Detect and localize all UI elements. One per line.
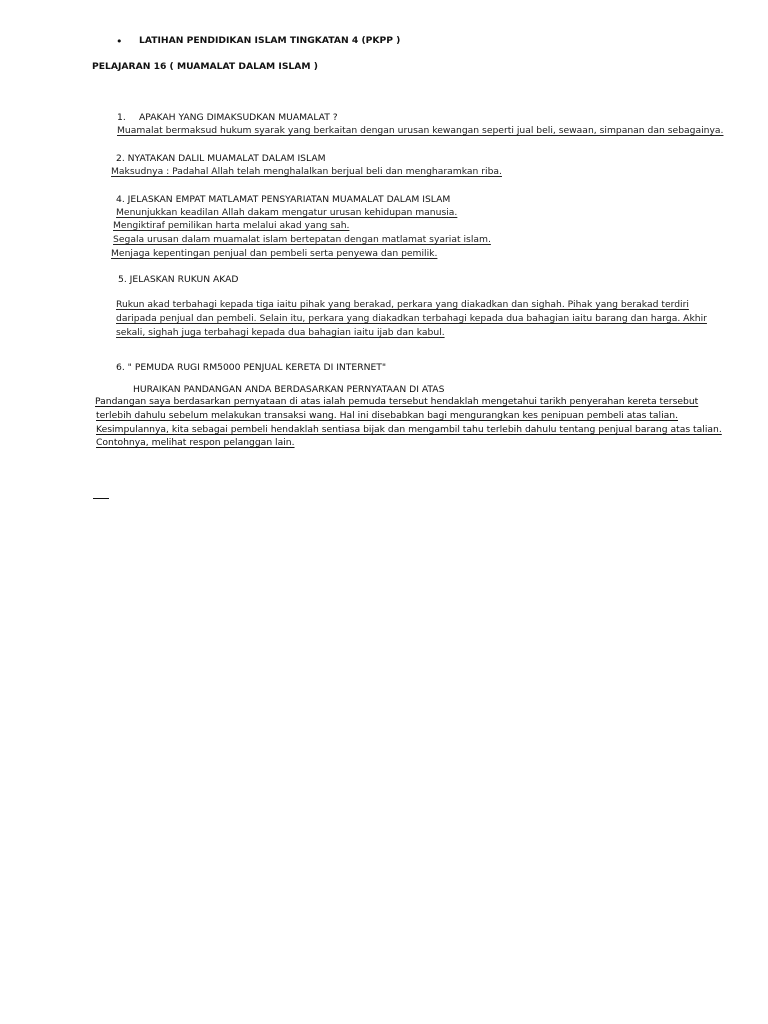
bullet-icon: • bbox=[116, 35, 123, 48]
answer-5-line: daripada penjual dan pembeli. Selain itu, perkara yang diakadkan terbahagi kepada dua bahagian iaitu barang dan harga. Akhir bbox=[116, 313, 707, 324]
answer-6-line: Pandangan saya berdasarkan pernyataan di atas ialah pemuda tersebut hendaklah mengetahui tarikh penyerahan kereta tersebut bbox=[95, 396, 699, 407]
answer-4-item: Menjaga kepentingan penjual dan pembeli serta penyewa dan pemilik. bbox=[111, 248, 438, 259]
answer-6-line: terlebih dahulu sebelum melakukan transaksi wang. Hal ini disebabkan bagi mengurangkan kes penipuan pembeli atas talian. bbox=[96, 410, 679, 421]
document-title: LATIHAN PENDIDIKAN ISLAM TINGKATAN 4 (PKPP ) bbox=[139, 35, 401, 46]
answer-1: Muamalat bermaksud hukum syarak yang berkaitan dengan urusan kewangan seperti jual beli, sewaan, simpanan dan sebagainya. bbox=[117, 125, 724, 136]
question-1: APAKAH YANG DIMAKSUDKAN MUAMALAT ? bbox=[139, 112, 338, 123]
question-4: 4. JELASKAN EMPAT MATLAMAT PENSYARIATAN MUAMALAT DALAM ISLAM bbox=[116, 194, 451, 205]
question-6-prompt: HURAIKAN PANDANGAN ANDA BERDASARKAN PERNYATAAN DI ATAS bbox=[133, 384, 445, 395]
lesson-heading: PELAJARAN 16 ( MUAMALAT DALAM ISLAM ) bbox=[92, 61, 318, 72]
answer-6-line: Contohnya, melihat respon pelanggan lain. bbox=[96, 437, 295, 448]
question-1-number: 1. bbox=[117, 112, 126, 123]
question-5: 5. JELASKAN RUKUN AKAD bbox=[118, 274, 239, 285]
answer-4-item: Segala urusan dalam muamalat islam bertepatan dengan matlamat syariat islam. bbox=[113, 234, 491, 245]
end-rule bbox=[93, 498, 109, 499]
answer-4-item: Menunjukkan keadilan Allah dakam mengatur urusan kehidupan manusia. bbox=[116, 207, 458, 218]
answer-5-line: sekali, sighah juga terbahagi kepada dua bahagian iaitu ijab dan kabul. bbox=[116, 327, 445, 338]
question-2: 2. NYATAKAN DALIL MUAMALAT DALAM ISLAM bbox=[116, 153, 326, 164]
answer-6-line: Kesimpulannya, kita sebagai pembeli hendaklah sentiasa bijak dan mengambil tahu terlebih dahulu tentang penjual barang atas talian. bbox=[96, 424, 722, 435]
answer-4-item: Mengiktiraf pemilikan harta melalui akad yang sah. bbox=[113, 220, 350, 231]
question-6: 6. " PEMUDA RUGI RM5000 PENJUAL KERETA DI INTERNET" bbox=[116, 362, 387, 373]
answer-5-line: Rukun akad terbahagi kepada tiga iaitu pihak yang berakad, perkara yang diakadkan dan sighah. Pihak yang berakad terdiri bbox=[116, 299, 689, 310]
answer-2: Maksudnya : Padahal Allah telah menghalalkan berjual beli dan mengharamkan riba. bbox=[111, 166, 502, 177]
